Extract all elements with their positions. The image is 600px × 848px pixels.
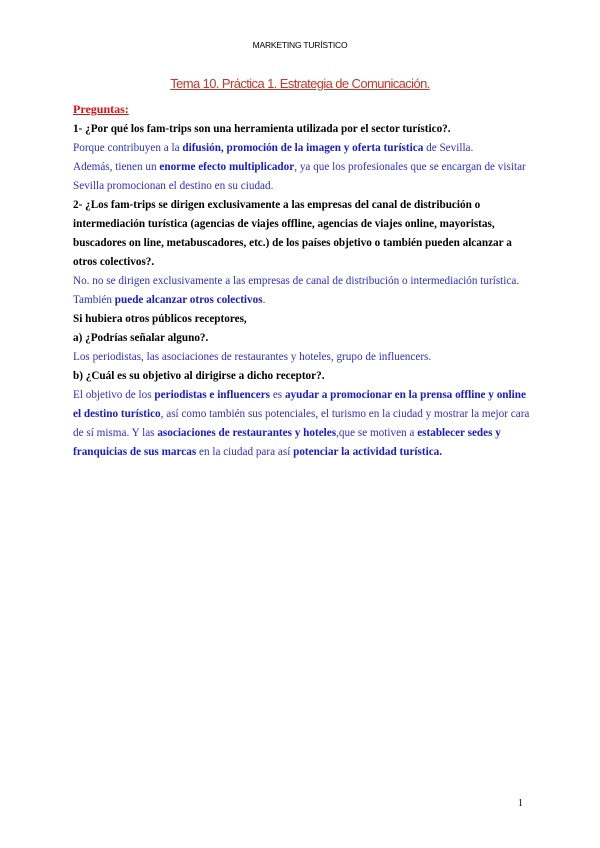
- answer-a: Los periodistas, las asociaciones de restaurantes y hoteles, grupo de influencers.: [73, 351, 432, 363]
- section-label: Preguntas:: [73, 102, 129, 116]
- answer-text: , así como también sus potenciales, el turismo en la ciudad y mostrar la mejor cara de sí misma. Y las: [73, 408, 530, 439]
- answer-text: en la ciudad para así: [196, 446, 294, 458]
- document-body: [73, 100, 533, 462]
- answer-text: , ya que los profesionales que se encargan de visitar Sevilla promocionan el destino en su ciudad.: [73, 161, 526, 192]
- answer-text: El objetivo de los: [73, 389, 155, 401]
- answer-emphasis: periodistas e influencers: [154, 389, 271, 401]
- answer-emphasis: enorme efecto multiplicador: [159, 161, 295, 173]
- answer-emphasis: ayudar a promocionar en la prensa offline y online el destino turístico: [73, 389, 526, 420]
- answer-text: Además, tienen un: [73, 161, 160, 173]
- answer-text: de Sevilla.: [423, 142, 474, 154]
- answer-emphasis: puede alcanzar otros colectivos: [114, 294, 263, 306]
- question-2: 2- ¿Los fam-trips se dirigen exclusivamente a las empresas del canal de distribución o intermediación turística (agencias de viajes offline, agencias de viajes online, mayoristas, buscadores on line, metabuscadores, etc.) de los países objetivo o también pueden alcanzar a otros colectivos?.: [73, 199, 512, 268]
- answer-1-paragraph-1: [73, 139, 533, 158]
- question-1: 1- ¿Por qué los fam-trips son una herramienta utilizada por el sector turístico?.: [73, 123, 451, 135]
- answer-1-paragraph-2: [73, 158, 533, 196]
- sub-question-intro: Si hubiera otros públicos receptores,: [73, 313, 247, 325]
- page-header: MARKETING TURÍSTICO: [252, 40, 348, 50]
- answer-emphasis: asociaciones de restaurantes y hoteles: [157, 427, 337, 439]
- answer-text: No. no se dirigen exclusivamente a las empresas de canal de distribución o intermediación turística. También: [73, 275, 520, 306]
- answer-text: .: [262, 294, 266, 306]
- answer-text: es: [270, 389, 285, 401]
- answer-text: Porque contribuyen a la: [73, 142, 183, 154]
- answer-2: [73, 272, 533, 310]
- document-title: Tema 10. Práctica 1. Estrategia de Comunicación.: [170, 76, 430, 91]
- question-b: b) ¿Cuál es su objetivo al dirigirse a dicho receptor?.: [73, 370, 325, 382]
- answer-b: [73, 386, 533, 462]
- answer-emphasis: difusión, promoción de la imagen y oferta turística: [182, 142, 424, 154]
- answer-emphasis: potenciar la actividad turística.: [293, 446, 443, 458]
- answer-text: ,que se motiven a: [336, 427, 418, 439]
- page-number: 1: [518, 798, 523, 809]
- question-a: a) ¿Podrías señalar alguno?.: [73, 332, 209, 344]
- answer-emphasis: establecer sedes y franquicias de sus marcas: [73, 427, 501, 458]
